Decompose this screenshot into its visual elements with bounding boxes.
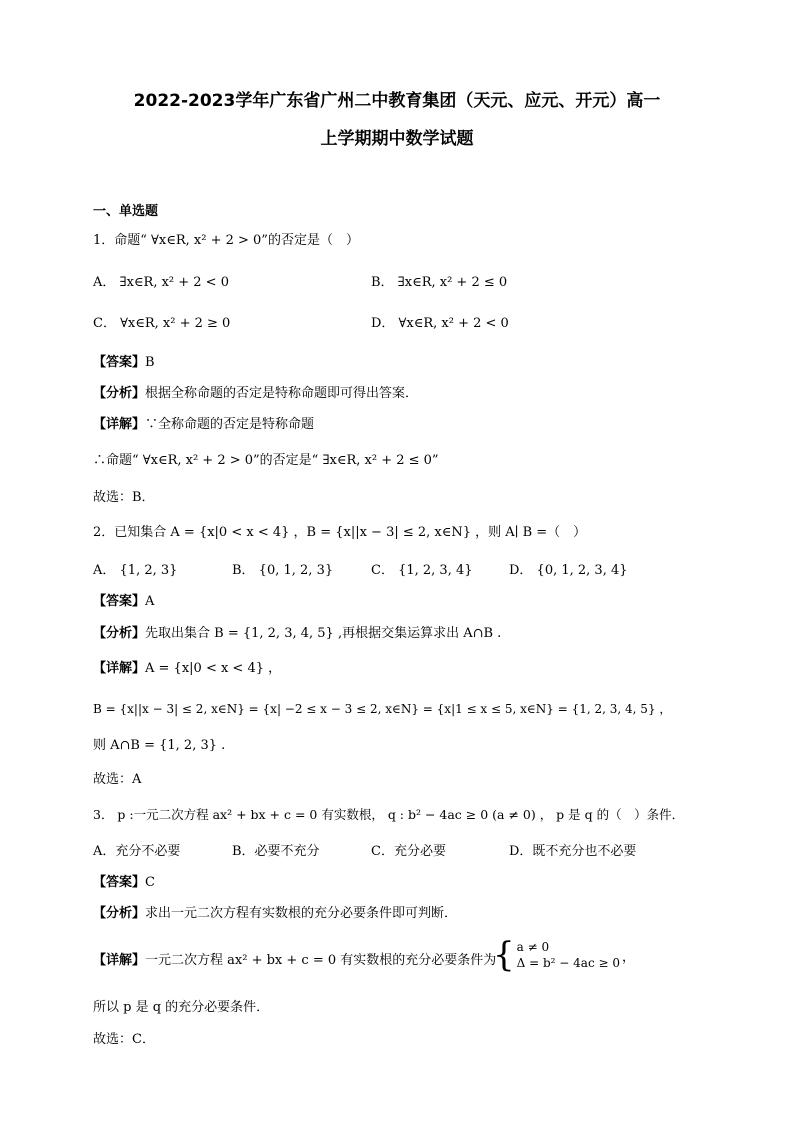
q2-option-b: B． {0, 1, 2, 3} xyxy=(232,563,334,578)
q1-detail-text: ∵全称命题的否定是特称命题 xyxy=(145,417,315,432)
q3-answer-value: C xyxy=(145,875,155,890)
q2-detail-line-2: B = {x||x − 3| ≤ 2, x∈N} = {x| −2 ≤ x − 3 ≤ 2, x∈N} = {x|1 ≤ x ≤ 5, x∈N} = {1, 2, 3, 4, 5} ， xyxy=(93,702,672,716)
q1-detail xyxy=(93,416,314,434)
page-title-line-2: 上学期期中数学试题 xyxy=(320,129,474,149)
q1-option-d: D． ∀x∈R, x² + 2 < 0 xyxy=(371,316,509,331)
q3-stem: 3． p :一元二次方程 ax² + bx + c = 0 有实数根， q : b² − 4ac ≥ 0 (a ≠ 0) ， p 是 q 的（ ）条件． xyxy=(93,807,685,822)
q1-option-b: B． ∃x∈R, x² + 2 ≤ 0 xyxy=(371,275,508,290)
q1-option-a: A． ∃x∈R, x² + 2 < 0 xyxy=(93,275,229,290)
case-tail: ， xyxy=(622,949,636,965)
q3-option-b: B．必要不充分 xyxy=(232,844,320,859)
q2-detail-text: A = {x|0 < x < 4} ， xyxy=(145,661,282,676)
q3-detail-line-2: 所以 p 是 q 的充分必要条件． xyxy=(93,1000,270,1015)
q3-detail-text: 一元二次方程 ax² + bx + c = 0 有实数根的充分必要条件为 xyxy=(145,953,497,968)
q3-answer xyxy=(93,874,155,892)
q1-choose: 故选：B． xyxy=(93,490,155,505)
page-title-line-1: 2022-2023学年广东省广州二中教育集团（天元、应元、开元）高一 xyxy=(133,91,661,111)
q2-answer xyxy=(93,593,154,611)
q2-option-a: A． {1, 2, 3} xyxy=(93,563,178,578)
q2-detail-line-3: 则 A∩B = {1, 2, 3} . xyxy=(93,738,226,753)
analysis-tag: 【分析】 xyxy=(93,626,146,641)
q3-detail xyxy=(93,952,496,970)
q1-analysis-text: 根据全称命题的否定是特称命题即可得出答案． xyxy=(145,386,419,401)
q2-analysis-text: 先取出集合 B = {1, 2, 3, 4, 5} ,再根据交集运算求出 A∩B . xyxy=(145,626,502,641)
q2-analysis xyxy=(93,625,501,643)
q1-stem: 1．命题“ ∀x∈R, x² + 2 > 0”的否定是（ ） xyxy=(93,233,359,248)
q2-choose: 故选：A xyxy=(93,772,142,787)
answer-tag: 【答案】 xyxy=(93,875,146,890)
q3-condition-system xyxy=(493,935,636,975)
q2-option-d: D． {0, 1, 2, 3, 4} xyxy=(509,563,628,578)
q3-option-a: A．充分不必要 xyxy=(93,844,181,859)
answer-tag: 【答案】 xyxy=(93,355,146,370)
q1-analysis xyxy=(93,385,418,403)
q3-option-c: C．充分必要 xyxy=(371,844,446,859)
section-heading: 一、单选题 xyxy=(93,204,159,219)
answer-tag: 【答案】 xyxy=(93,594,146,609)
q2-detail xyxy=(93,660,281,678)
q2-stem: 2．已知集合 A = {x|0 < x < 4} ，B = {x||x − 3| ≤ 2, x∈N} ，则 A∣ B =（ ） xyxy=(93,525,587,540)
q1-detail-line-2: ∴命题“ ∀x∈R, x² + 2 > 0”的否定是“ ∃x∈R, x² + 2 ≤ 0” xyxy=(93,453,439,468)
q1-option-c: C． ∀x∈R, x² + 2 ≥ 0 xyxy=(93,316,231,331)
detail-tag: 【详解】 xyxy=(93,953,146,968)
q3-analysis-text: 求出一元二次方程有实数根的充分必要条件即可判断． xyxy=(145,906,458,921)
q3-choose: 故选：C． xyxy=(93,1032,155,1047)
case-lines xyxy=(517,939,620,971)
q1-answer-value: B xyxy=(145,355,155,370)
left-brace: { xyxy=(493,935,515,975)
q3-option-d: D．既不充分也不必要 xyxy=(509,844,637,859)
detail-tag: 【详解】 xyxy=(93,661,146,676)
detail-tag: 【详解】 xyxy=(93,417,146,432)
case-line-2: Δ = b² − 4ac ≥ 0 xyxy=(516,956,620,970)
q1-answer xyxy=(93,354,155,372)
q2-answer-value: A xyxy=(145,594,155,609)
analysis-tag: 【分析】 xyxy=(93,906,146,921)
case-line-1: a ≠ 0 xyxy=(516,940,550,954)
q3-analysis xyxy=(93,905,457,923)
analysis-tag: 【分析】 xyxy=(93,386,146,401)
q2-option-c: C． {1, 2, 3, 4} xyxy=(371,563,473,578)
